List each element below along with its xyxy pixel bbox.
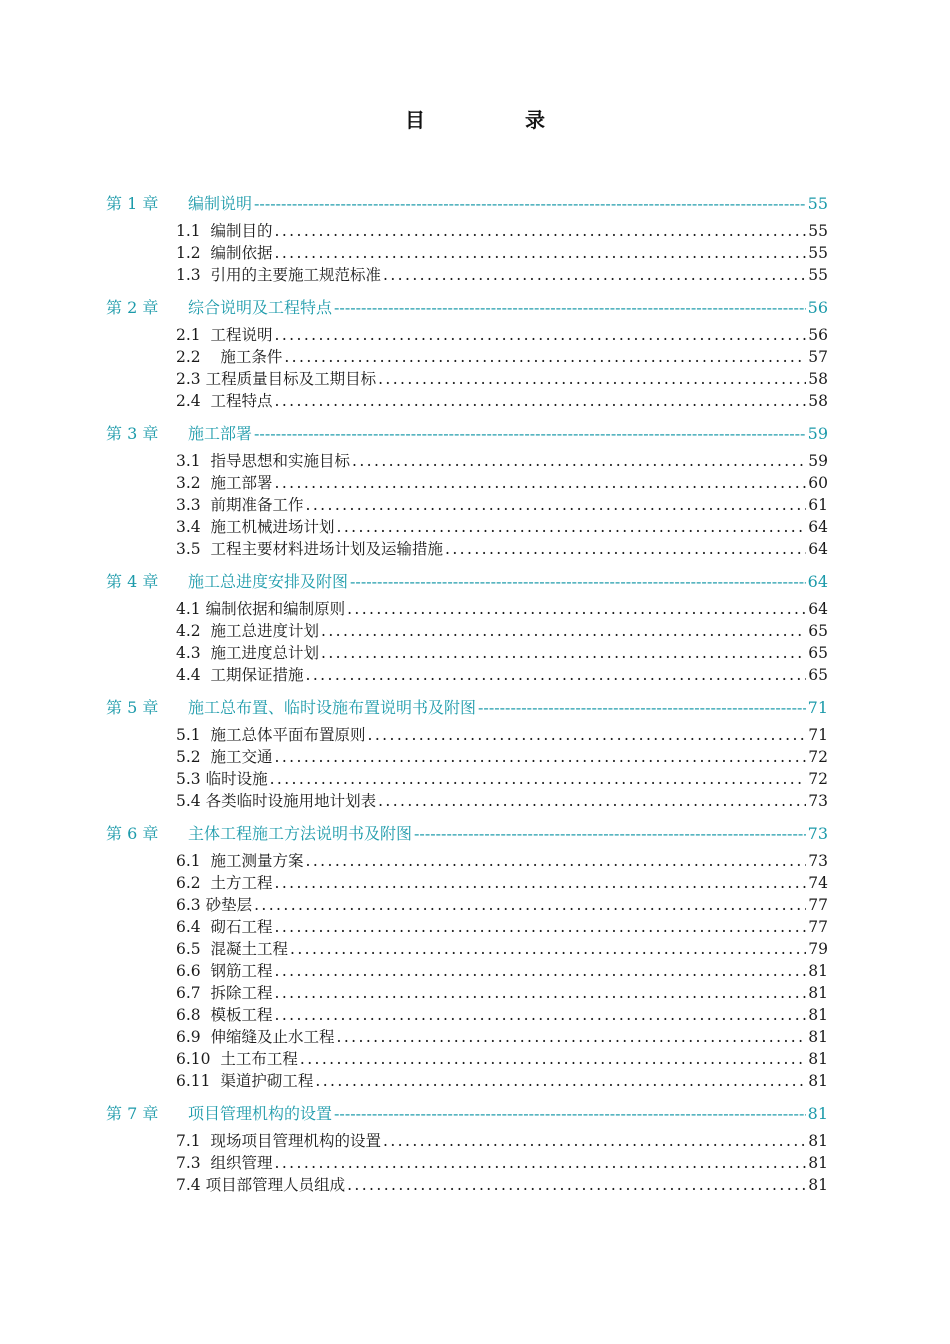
section-page-number: 58 <box>808 370 828 388</box>
section-page-number: 55 <box>808 222 828 240</box>
dot-leader <box>254 894 806 916</box>
section-title: 5.3 临时设施 <box>176 770 268 788</box>
toc-chapter-entry[interactable] <box>106 570 828 594</box>
dot-leader <box>378 790 806 812</box>
dot-leader <box>445 538 806 560</box>
toc-section-entry[interactable] <box>176 872 828 894</box>
section-title: 6.4 砌石工程 <box>176 918 273 936</box>
section-title: 5.1 施工总体平面布置原则 <box>176 726 366 744</box>
toc-section-entry[interactable] <box>176 1026 828 1048</box>
dot-leader <box>315 1070 806 1092</box>
section-title: 7.4 项目部管理人员组成 <box>176 1176 346 1194</box>
chapter-title: 施工总进度安排及附图 <box>188 572 349 591</box>
dot-leader <box>275 872 807 894</box>
toc-section-entry[interactable] <box>176 598 828 620</box>
section-title: 5.2 施工交通 <box>176 748 273 766</box>
dot-leader <box>290 938 806 960</box>
dash-leader <box>350 570 806 594</box>
dot-leader <box>321 620 806 642</box>
chapter-number: 第 5 章 <box>106 698 159 717</box>
toc-section-entry[interactable] <box>176 472 828 494</box>
section-title: 4.2 施工总进度计划 <box>176 622 320 640</box>
section-page-number: 81 <box>808 984 828 1002</box>
section-page-number: 72 <box>808 748 828 766</box>
dot-leader <box>275 746 807 768</box>
dot-leader <box>337 1026 807 1048</box>
chapter-title: 项目管理机构的设置 <box>188 1104 333 1123</box>
table-of-contents <box>106 192 828 1206</box>
dot-leader <box>337 516 807 538</box>
section-title: 6.7 拆除工程 <box>176 984 273 1002</box>
toc-section-entry[interactable] <box>176 1048 828 1070</box>
toc-section-entry[interactable] <box>176 450 828 472</box>
chapter-page-number: 81 <box>807 1104 828 1123</box>
section-title: 6.8 模板工程 <box>176 1006 273 1024</box>
toc-chapter-entry[interactable] <box>106 296 828 320</box>
section-title: 3.1 指导思想和实施目标 <box>176 452 351 470</box>
section-title: 4.4 工期保证措施 <box>176 666 304 684</box>
dot-leader <box>347 598 806 620</box>
toc-section-entry[interactable] <box>176 850 828 872</box>
section-page-number: 81 <box>808 1028 828 1046</box>
toc-chapter-entry[interactable] <box>106 422 828 446</box>
section-title: 3.3 前期准备工作 <box>176 496 304 514</box>
toc-section-entry[interactable] <box>176 664 828 686</box>
section-page-number: 81 <box>808 1176 828 1194</box>
toc-section-entry[interactable] <box>176 242 828 264</box>
dot-leader <box>306 494 807 516</box>
dot-leader <box>368 724 807 746</box>
page-title: 目 录 <box>405 108 585 132</box>
section-title: 7.1 现场项目管理机构的设置 <box>176 1132 382 1150</box>
dot-leader <box>321 642 806 664</box>
toc-chapter-entry[interactable] <box>106 192 828 216</box>
toc-chapter <box>106 296 828 412</box>
toc-section-entry[interactable] <box>176 642 828 664</box>
toc-section-entry[interactable] <box>176 494 828 516</box>
section-page-number: 77 <box>808 918 828 936</box>
dot-leader <box>275 1152 807 1174</box>
toc-chapter <box>106 696 828 812</box>
section-title: 6.6 钢筋工程 <box>176 962 273 980</box>
section-page-number: 64 <box>808 518 828 536</box>
section-page-number: 65 <box>808 666 828 684</box>
section-page-number: 57 <box>808 348 828 366</box>
section-title: 6.11 渠道护砌工程 <box>176 1072 314 1090</box>
section-page-number: 64 <box>808 540 828 558</box>
dash-leader <box>334 1102 806 1126</box>
section-title: 6.3 砂垫层 <box>176 896 253 914</box>
section-page-number: 73 <box>808 852 828 870</box>
section-title: 2.2 施工条件 <box>176 348 283 366</box>
toc-section-entry[interactable] <box>176 220 828 242</box>
chapter-title: 综合说明及工程特点 <box>188 298 333 317</box>
dot-leader <box>306 664 807 686</box>
section-title: 1.2 编制依据 <box>176 244 273 262</box>
toc-section-entry[interactable] <box>176 1004 828 1026</box>
section-page-number: 61 <box>808 496 828 514</box>
toc-chapter <box>106 422 828 560</box>
dot-leader <box>383 1130 806 1152</box>
toc-section-entry[interactable] <box>176 982 828 1004</box>
section-page-number: 81 <box>808 1050 828 1068</box>
toc-section-entry[interactable] <box>176 894 828 916</box>
chapter-number: 第 7 章 <box>106 1104 159 1123</box>
toc-section-entry[interactable] <box>176 620 828 642</box>
chapter-title: 主体工程施工方法说明书及附图 <box>188 824 413 843</box>
chapter-number: 第 2 章 <box>106 298 159 317</box>
dot-leader <box>275 242 807 264</box>
section-title: 5.4 各类临时设施用地计划表 <box>176 792 377 810</box>
section-title: 3.2 施工部署 <box>176 474 273 492</box>
dot-leader <box>347 1174 806 1196</box>
dot-leader <box>275 390 807 412</box>
dot-leader <box>275 1004 807 1026</box>
toc-section-entry[interactable] <box>176 368 828 390</box>
chapter-page-number: 64 <box>807 572 828 591</box>
section-page-number: 65 <box>808 644 828 662</box>
section-title: 3.4 施工机械进场计划 <box>176 518 335 536</box>
toc-chapter <box>106 570 828 686</box>
toc-section-entry[interactable] <box>176 916 828 938</box>
section-title: 4.3 施工进度总计划 <box>176 644 320 662</box>
dash-leader <box>414 822 806 846</box>
dot-leader <box>275 324 807 346</box>
toc-section-entry[interactable] <box>176 516 828 538</box>
toc-section-entry[interactable] <box>176 790 828 812</box>
toc-section-entry[interactable] <box>176 538 828 560</box>
chapter-page-number: 59 <box>807 424 828 443</box>
section-title: 6.2 土方工程 <box>176 874 273 892</box>
section-title: 2.4 工程特点 <box>176 392 273 410</box>
toc-section-entry[interactable] <box>176 1174 828 1196</box>
toc-chapter-entry[interactable] <box>106 696 828 720</box>
toc-section-entry[interactable] <box>176 724 828 746</box>
chapter-number: 第 6 章 <box>106 824 159 843</box>
chapter-number: 第 4 章 <box>106 572 159 591</box>
chapter-title: 施工部署 <box>188 424 253 443</box>
chapter-page-number: 55 <box>807 194 828 213</box>
chapter-page-number: 71 <box>807 698 828 717</box>
dot-leader <box>275 982 807 1004</box>
toc-chapter <box>106 822 828 1092</box>
chapter-page-number: 56 <box>807 298 828 317</box>
dot-leader <box>275 916 807 938</box>
section-page-number: 55 <box>808 266 828 284</box>
section-page-number: 59 <box>808 452 828 470</box>
dot-leader <box>275 472 807 494</box>
dot-leader <box>300 1048 806 1070</box>
toc-section-entry[interactable] <box>176 346 828 368</box>
section-page-number: 81 <box>808 1132 828 1150</box>
section-title: 6.9 伸缩缝及止水工程 <box>176 1028 335 1046</box>
dot-leader <box>270 768 807 790</box>
section-page-number: 65 <box>808 622 828 640</box>
toc-section-entry[interactable] <box>176 390 828 412</box>
dot-leader <box>378 368 806 390</box>
dot-leader <box>284 346 806 368</box>
section-title: 7.3 组织管理 <box>176 1154 273 1172</box>
chapter-page-number: 73 <box>807 824 828 843</box>
chapter-title: 施工总布置、临时设施布置说明书及附图 <box>188 698 477 717</box>
dot-leader <box>275 220 807 242</box>
dash-leader <box>334 296 806 320</box>
chapter-number: 第 3 章 <box>106 424 159 443</box>
chapter-number: 第 1 章 <box>106 194 159 213</box>
section-page-number: 81 <box>808 1006 828 1024</box>
dash-leader <box>254 192 806 216</box>
section-page-number: 55 <box>808 244 828 262</box>
section-title: 6.1 施工测量方案 <box>176 852 304 870</box>
section-page-number: 81 <box>808 962 828 980</box>
section-page-number: 58 <box>808 392 828 410</box>
section-title: 2.3 工程质量目标及工期目标 <box>176 370 377 388</box>
toc-section-entry[interactable] <box>176 324 828 346</box>
toc-section-entry[interactable] <box>176 938 828 960</box>
toc-section-entry[interactable] <box>176 264 828 286</box>
dash-leader <box>254 422 806 446</box>
section-page-number: 74 <box>808 874 828 892</box>
section-page-number: 71 <box>808 726 828 744</box>
section-page-number: 81 <box>808 1072 828 1090</box>
section-title: 1.1 编制目的 <box>176 222 273 240</box>
dot-leader <box>275 960 807 982</box>
section-title: 4.1 编制依据和编制原则 <box>176 600 346 618</box>
section-page-number: 79 <box>808 940 828 958</box>
toc-chapter-entry[interactable] <box>106 822 828 846</box>
toc-chapter <box>106 1102 828 1196</box>
chapter-title: 编制说明 <box>188 194 253 213</box>
toc-section-entry[interactable] <box>176 768 828 790</box>
dot-leader <box>383 264 806 286</box>
section-page-number: 72 <box>808 770 828 788</box>
section-page-number: 56 <box>808 326 828 344</box>
section-title: 6.10 土工布工程 <box>176 1050 298 1068</box>
toc-section-entry[interactable] <box>176 1070 828 1092</box>
section-page-number: 81 <box>808 1154 828 1172</box>
section-title: 3.5 工程主要材料进场计划及运输措施 <box>176 540 444 558</box>
toc-section-entry[interactable] <box>176 746 828 768</box>
section-title: 2.1 工程说明 <box>176 326 273 344</box>
section-title: 1.3 引用的主要施工规范标准 <box>176 266 382 284</box>
toc-chapter-entry[interactable] <box>106 1102 828 1126</box>
dash-leader <box>478 696 806 720</box>
section-page-number: 60 <box>808 474 828 492</box>
section-title: 6.5 混凝土工程 <box>176 940 289 958</box>
section-page-number: 73 <box>808 792 828 810</box>
toc-section-entry[interactable] <box>176 1152 828 1174</box>
toc-section-entry[interactable] <box>176 1130 828 1152</box>
dot-leader <box>306 850 807 872</box>
section-page-number: 77 <box>808 896 828 914</box>
toc-chapter <box>106 192 828 286</box>
section-page-number: 64 <box>808 600 828 618</box>
toc-section-entry[interactable] <box>176 960 828 982</box>
dot-leader <box>352 450 806 472</box>
